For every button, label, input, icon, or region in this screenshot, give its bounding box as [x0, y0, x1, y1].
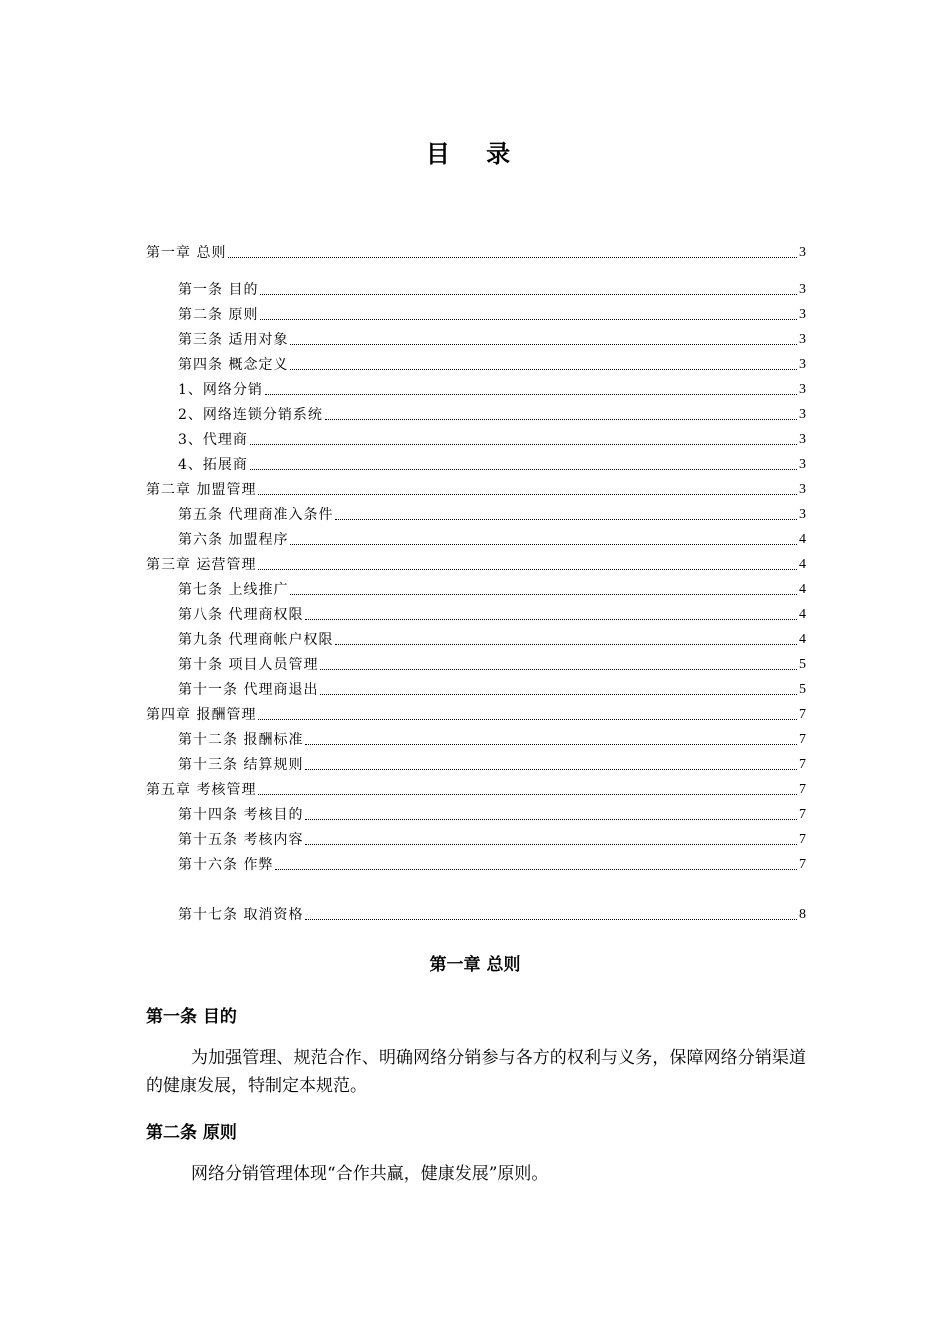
toc-entry-page: 7 — [799, 732, 806, 747]
toc-entry-label: 第七条 上线推广 — [178, 582, 289, 598]
toc-entry-page: 3 — [799, 507, 806, 522]
toc-entry-label: 第二条 原则 — [178, 307, 259, 323]
toc-dot-leader — [320, 694, 797, 695]
toc-dot-leader — [305, 744, 797, 745]
toc-entry-label: 1、网络分销 — [178, 382, 263, 398]
toc-entry-page: 4 — [799, 632, 806, 647]
toc-entry-page: 3 — [799, 245, 806, 260]
toc-entry-label: 第十三条 结算规则 — [178, 757, 304, 773]
toc-entry-page: 7 — [799, 757, 806, 772]
toc-entry-label: 第十七条 取消资格 — [178, 907, 304, 923]
toc-dot-leader — [290, 369, 797, 370]
toc-entry[interactable] — [178, 752, 806, 774]
toc-dot-leader — [335, 644, 797, 645]
toc-entry-label: 第十二条 报酬标准 — [178, 732, 304, 748]
toc-entry-page: 3 — [799, 307, 806, 322]
toc-entry[interactable] — [146, 777, 806, 799]
toc-entry[interactable] — [178, 327, 806, 349]
toc-entry[interactable] — [146, 552, 806, 574]
toc-entry-page: 7 — [799, 782, 806, 797]
toc-entry[interactable] — [146, 702, 806, 724]
toc-entry[interactable] — [178, 677, 806, 699]
toc-entry-label: 第九条 代理商帐户权限 — [178, 632, 334, 648]
toc-entry[interactable] — [178, 902, 806, 924]
toc-dot-leader — [258, 569, 797, 570]
toc-entry-label: 2、网络连锁分销系统 — [178, 407, 323, 423]
toc-dot-leader — [260, 294, 797, 295]
toc-dot-leader — [305, 844, 797, 845]
toc-entry-page: 3 — [799, 382, 806, 397]
toc-entry[interactable] — [178, 277, 806, 299]
toc-entry[interactable] — [178, 527, 806, 549]
toc-entry-page: 3 — [799, 432, 806, 447]
toc-entry-label: 第十五条 考核内容 — [178, 832, 304, 848]
toc-entry-label: 第八条 代理商权限 — [178, 607, 304, 623]
toc-entry-label: 第二章 加盟管理 — [146, 482, 257, 498]
toc-entry-label: 第一条 目的 — [178, 282, 259, 298]
toc-entry[interactable] — [178, 627, 806, 649]
toc-entry[interactable] — [178, 427, 806, 449]
toc-entry[interactable] — [146, 240, 806, 262]
section-1-paragraph: 为加强管理、规范合作、明确网络分销参与各方的权利与义务，保障网络分销渠道的健康发展，特制定本规范。 — [146, 1048, 806, 1096]
toc-entry-page: 5 — [799, 657, 806, 672]
toc-entry-page: 3 — [799, 282, 806, 297]
toc-entry[interactable] — [178, 352, 806, 374]
section-2-paragraph: 网络分销管理体现“合作共赢，健康发展”原则。 — [191, 1164, 549, 1184]
toc-dot-leader — [275, 869, 797, 870]
toc-entry-page: 7 — [799, 807, 806, 822]
toc-dot-leader — [305, 619, 797, 620]
toc-entry[interactable] — [178, 852, 806, 874]
toc-entry-label: 4、拓展商 — [178, 457, 248, 473]
toc-dot-leader — [258, 494, 797, 495]
toc-dot-leader — [305, 819, 797, 820]
toc-entry-page: 4 — [799, 532, 806, 547]
toc-entry-label: 第一章 总则 — [146, 245, 227, 261]
toc-entry-label: 第四条 概念定义 — [178, 357, 289, 373]
toc-entry-page: 3 — [799, 332, 806, 347]
toc-title: 目 录 — [425, 139, 525, 168]
toc-entry-page: 4 — [799, 557, 806, 572]
toc-entry-page: 3 — [799, 457, 806, 472]
toc-dot-leader — [260, 319, 797, 320]
toc-entry-label: 第六条 加盟程序 — [178, 532, 289, 548]
toc-entry-label: 第三条 适用对象 — [178, 332, 289, 348]
toc-entry[interactable] — [178, 827, 806, 849]
toc-entry[interactable] — [178, 602, 806, 624]
toc-entry-label: 第五条 代理商准入条件 — [178, 507, 334, 523]
toc-dot-leader — [258, 794, 797, 795]
toc-dot-leader — [250, 444, 797, 445]
toc-entry-label: 第四章 报酬管理 — [146, 707, 257, 723]
section-heading-2: 第二条 原则 — [146, 1123, 237, 1143]
toc-entry-page: 3 — [799, 357, 806, 372]
toc-entry-label: 第十四条 考核目的 — [178, 807, 304, 823]
toc-entry-label: 第三章 运营管理 — [146, 557, 257, 573]
toc-dot-leader — [250, 469, 797, 470]
toc-entry[interactable] — [178, 377, 806, 399]
toc-entry-page: 7 — [799, 857, 806, 872]
toc-entry[interactable] — [178, 452, 806, 474]
toc-dot-leader — [265, 394, 797, 395]
toc-entry-page: 4 — [799, 607, 806, 622]
toc-entry[interactable] — [178, 577, 806, 599]
toc-dot-leader — [228, 257, 797, 258]
toc-dot-leader — [335, 519, 797, 520]
toc-entry-page: 7 — [799, 707, 806, 722]
toc-entry-label: 第五章 考核管理 — [146, 782, 257, 798]
toc-entry[interactable] — [178, 502, 806, 524]
toc-entry[interactable] — [178, 402, 806, 424]
toc-entry-label: 第十一条 代理商退出 — [178, 682, 319, 698]
toc-dot-leader — [305, 919, 797, 920]
toc-entry-page: 3 — [799, 407, 806, 422]
toc-dot-leader — [320, 669, 797, 670]
toc-entry-page: 7 — [799, 832, 806, 847]
toc-dot-leader — [325, 419, 797, 420]
section-heading-1: 第一条 目的 — [146, 1007, 237, 1027]
toc-entry[interactable] — [178, 727, 806, 749]
toc-dot-leader — [290, 594, 797, 595]
toc-entry[interactable] — [146, 477, 806, 499]
toc-entry-label: 第十六条 作弊 — [178, 857, 274, 873]
toc-entry[interactable] — [178, 802, 806, 824]
toc-dot-leader — [258, 719, 797, 720]
toc-entry[interactable] — [178, 302, 806, 324]
toc-entry-page: 4 — [799, 582, 806, 597]
toc-entry[interactable] — [178, 652, 806, 674]
toc-entry-label: 3、代理商 — [178, 432, 248, 448]
toc-dot-leader — [290, 544, 797, 545]
toc-entry-label: 第十条 项目人员管理 — [178, 657, 319, 673]
toc-entry-page: 8 — [799, 907, 806, 922]
toc-entry-page: 3 — [799, 482, 806, 497]
toc-dot-leader — [290, 344, 797, 345]
chapter-heading: 第一章 总则 — [429, 955, 521, 975]
toc-dot-leader — [305, 769, 797, 770]
toc-entry-page: 5 — [799, 682, 806, 697]
